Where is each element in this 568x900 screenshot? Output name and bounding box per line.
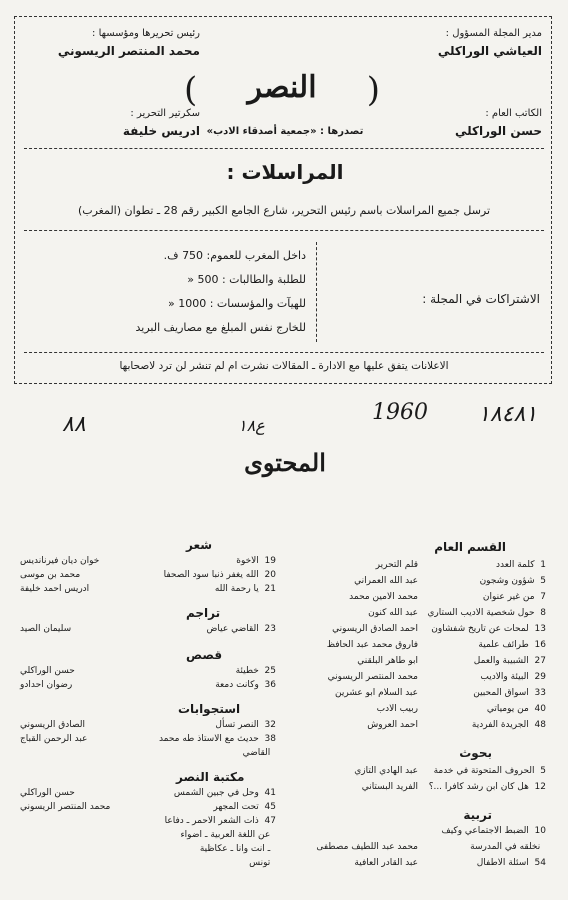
toc-entry: 10 الضبط الاجتماعي وكيف bbox=[441, 826, 546, 836]
editorial-secretary-name: ادريس خليفة bbox=[122, 124, 200, 138]
masthead-title: النصر bbox=[247, 70, 317, 105]
handwritten-number-right: ١٨٤٨١ bbox=[478, 402, 538, 427]
toc-entry: 5 الحروف المتحوتة في خدمة عبد الهادي التازي bbox=[354, 766, 546, 776]
toc-section-poetry: شعر bbox=[186, 538, 213, 552]
toc-entry: 27 الشبيبة والعمل ابو طاهر البلقني bbox=[357, 656, 546, 666]
handwritten-issue-mark: ع١٨ bbox=[238, 416, 265, 435]
toc-entry: 40 من يومياتي ربيب الادب bbox=[376, 704, 546, 714]
toc-entry: 41 وحل في جبين الشمس حسن الوراكلي bbox=[20, 788, 276, 798]
toc-entry: 8 حول شخصية الاديب الستاري عبد الله كنون bbox=[368, 608, 546, 618]
toc-entry: 48 الجريدة الفردية احمد العروش bbox=[367, 720, 546, 730]
toc-entry: 1 كلمة العدد قلم التحرير bbox=[375, 560, 546, 570]
toc-entry: 19 الاخوة خوان ديان فيرنانديس bbox=[20, 556, 276, 566]
toc-section-education: تربية bbox=[463, 808, 492, 822]
toc-section-stories: قصص bbox=[186, 648, 223, 662]
editor-in-chief-role: رئيس تحريرها ومؤسسها : bbox=[92, 28, 200, 39]
publisher-line: تصدرها : «جمعية أصدقاء الادب» bbox=[206, 126, 364, 137]
editorial-secretary-role: سكرتير التحرير : bbox=[130, 108, 200, 119]
correspondence-title: المراسلات : bbox=[226, 160, 344, 184]
toc-entry: 21 يا رحمة الله ادريس احمد خليفة bbox=[20, 584, 276, 594]
managing-director-role: مدير المجلة المسؤول : bbox=[445, 28, 542, 39]
toc-entry: 29 البيئة والاديب محمد المنتصر الريسوني bbox=[327, 672, 546, 682]
secretary-general-role: الكاتب العام : bbox=[485, 108, 542, 119]
toc-section-general: القسم العام bbox=[434, 540, 506, 554]
toc-entry: 12 هل كان ابن رشد كافرا ...؟ الفريد البستاني bbox=[361, 782, 546, 792]
toc-entry: القاضي bbox=[242, 748, 271, 758]
divider-2 bbox=[24, 230, 544, 231]
subscriptions-divider bbox=[316, 242, 317, 342]
editor-in-chief-name: محمد المنتصر الريسوني bbox=[57, 44, 200, 58]
subscriptions-label: الاشتراكات في المجلة : bbox=[422, 292, 540, 306]
toc-section-biographies: تراجم bbox=[186, 606, 221, 620]
subscription-students: للطلبة والطالبات : 500 « bbox=[187, 273, 306, 286]
toc-entry: 32 النصر تسأل الصادق الريسوني bbox=[20, 720, 276, 730]
subscriptions-list bbox=[70, 244, 306, 340]
handwritten-year: 1960 bbox=[372, 400, 428, 425]
toc-entry: 7 من غير عنوان محمد الامين محمد bbox=[349, 592, 546, 602]
toc-entry: نخلقه في المدرسة محمد عبد اللطيف مصطفى bbox=[316, 842, 541, 852]
managing-director-name: العياشي الوراكلي bbox=[437, 44, 542, 58]
toc-section-library: مكتبة النصر bbox=[176, 770, 245, 784]
subscription-general: داخل المغرب للعموم: 750 ف. bbox=[163, 249, 306, 262]
toc-entry: 20 الله يغفر ذنبا سود الصحفا محمد بن موسى bbox=[20, 570, 276, 580]
correspondence-text: ترسل جميع المراسلات باسم رئيس التحرير، شارع الجامع الكبير رقم 28 ـ تطوان (المغرب) bbox=[77, 204, 491, 217]
subscription-institutions: للهيآت والمؤسسات : 1000 « bbox=[167, 297, 306, 310]
toc-entry: 54 اسئلة الاطفال عبد القادر العافية bbox=[354, 858, 546, 868]
toc-entry: 38 حديث مع الاستاذ طه محمد عبد الرحمن القباج bbox=[20, 734, 276, 744]
masthead-left-bracket: ( bbox=[184, 70, 198, 110]
toc-entry: 23 القاضي عياض سليمان الصيد bbox=[20, 624, 276, 634]
toc-entry: 33 اسواق المحبين عبد السلام ابو عشرين bbox=[335, 688, 546, 698]
toc-entry: 36 وكانت دمعة رضوان احدادو bbox=[20, 680, 276, 690]
toc-section-interviews: استجوابات bbox=[178, 702, 241, 716]
toc-entry: ـ انت وانا ـ عكاظية bbox=[199, 844, 271, 854]
toc-section-research: بحوث bbox=[459, 746, 492, 760]
toc-entry: 5 شؤون وشجون عبد الله العمراني bbox=[354, 576, 546, 586]
toc-entry: 13 لمحات عن تاريخ شفشاون احمد الصادق الريسوني bbox=[332, 624, 546, 634]
toc-entry: 45 تحت المجهر محمد المنتصر الريسوني bbox=[20, 802, 276, 812]
toc-entry: 25 خطيئة حسن الوراكلي bbox=[20, 666, 276, 676]
subscription-abroad: للخارج نفس المبلغ مع مصاريف البريد bbox=[135, 321, 306, 334]
contents-title: المحتوى bbox=[244, 448, 326, 477]
divider-3 bbox=[24, 352, 544, 353]
toc-entry: عن اللغة العربية ـ اضواء bbox=[180, 830, 271, 840]
handwritten-number-left: ٨٨ bbox=[62, 412, 86, 437]
notice-line: الاعلانات يتفق عليها مع الادارة ـ المقالات نشرت ام لم تنشر لن ترد لاصحابها bbox=[119, 360, 449, 372]
masthead bbox=[182, 70, 382, 118]
secretary-general-name: حسن الوراكلي bbox=[454, 124, 542, 138]
toc-entry: تونس bbox=[249, 858, 271, 868]
toc-entry: 47 ذات الشعر الاحمر ـ دفاعا bbox=[164, 816, 276, 826]
masthead-right-bracket: ) bbox=[366, 70, 380, 110]
toc-entry: 16 طرائف علمية فاروق محمد عبد الحافظ bbox=[326, 640, 546, 650]
divider-1 bbox=[24, 148, 544, 149]
